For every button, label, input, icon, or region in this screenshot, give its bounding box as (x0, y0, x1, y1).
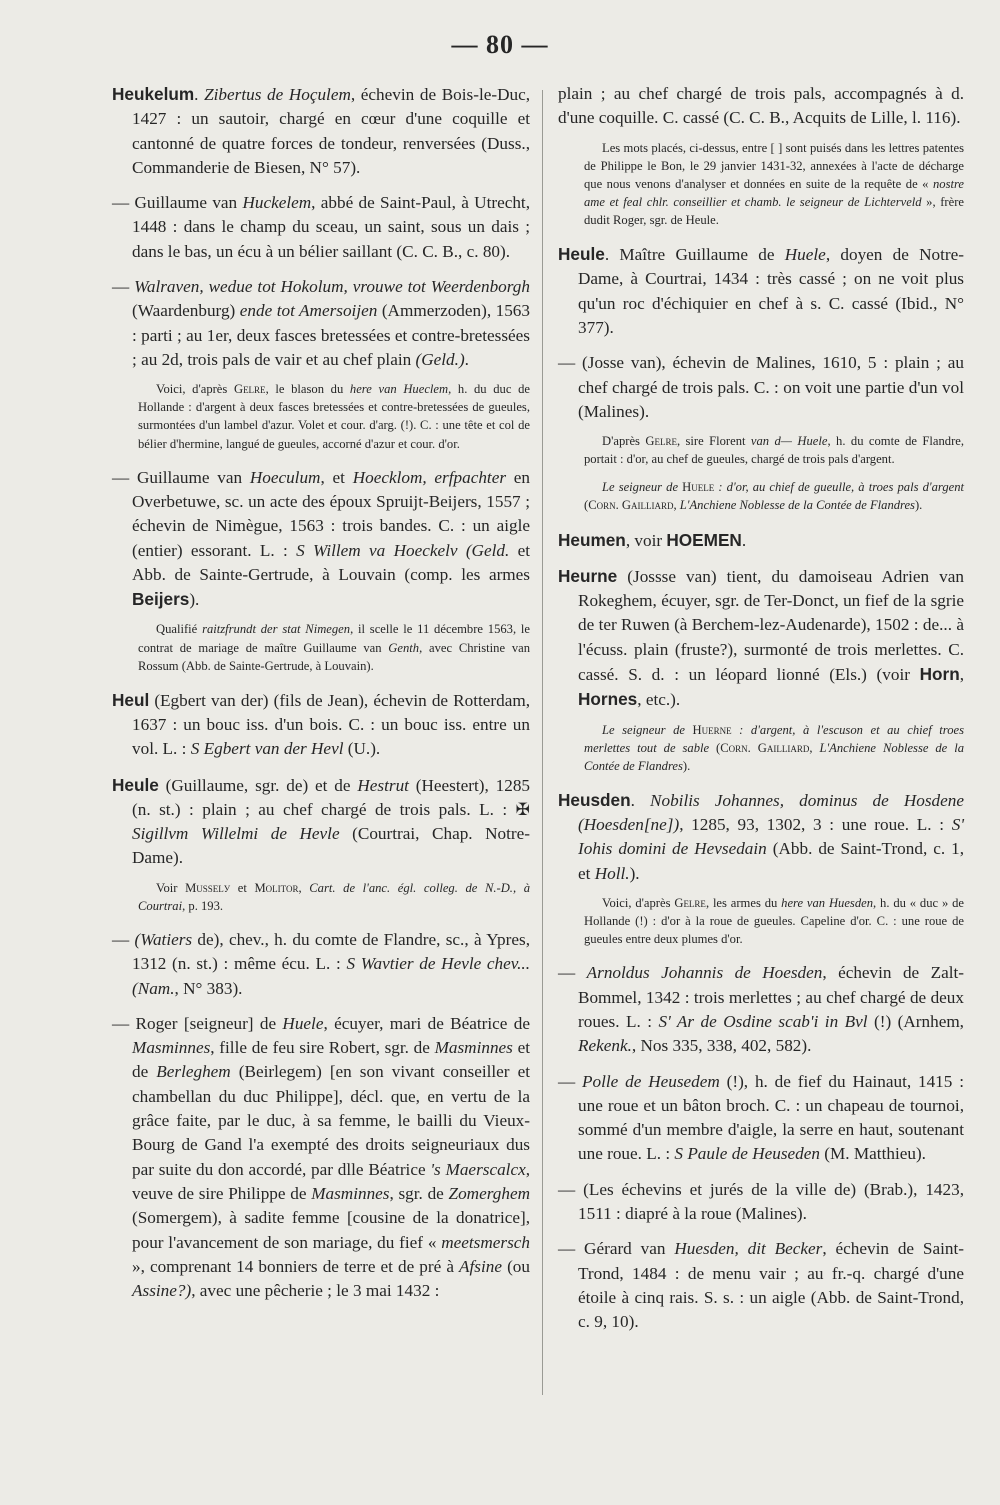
text-run: — Gérard van (558, 1239, 675, 1259)
footnote-paragraph (112, 879, 530, 915)
text-run: — (Les échevins et jurés de la ville de) (Brab.), 1423, 1511 : diapré à la roue (Malines). (558, 1179, 964, 1224)
headword: Heurne (558, 565, 618, 586)
cross-reference: Beijers (132, 589, 190, 610)
text-run: et (230, 880, 255, 895)
small-caps-text: Molitor (254, 880, 299, 895)
text-run: , (673, 498, 680, 513)
text-run: (!), h. de fief du Hainaut, 1415 : une roue et un bâton broch. C. : un chapeau de tournoi, sommé d'un membre d'aigle, la serre en haut, soutenant une roue. L. : (578, 1071, 964, 1164)
text-run: (Heestert), 1285 (n. st.) : plain ; au chef chargé de trois pals. L. : ✠ (132, 775, 531, 819)
text-run: (Waardenburg) (132, 301, 240, 321)
text-run: Voici, d'après (602, 896, 675, 911)
entry-paragraph (558, 1178, 964, 1227)
text-run: Voici, d'après (156, 382, 234, 397)
text-run: en Overbetuwe, sc. un acte des époux Spruijt-Beijers, 1557 ; échevin de Nimègue, 1563 : trois bandes. C. : un aigle (entier) essorant. L. : (132, 467, 530, 560)
entry-paragraph (558, 564, 964, 713)
text-run: , 1285, 93, 1302, 3 : une roue. L. : (679, 815, 952, 835)
page-number: — 80 — (451, 30, 549, 59)
text-run: , Nos 335, 338, 402, 582). (631, 1036, 812, 1056)
text-run: et de (132, 1038, 530, 1082)
entry-paragraph (558, 788, 964, 886)
entry-paragraph (558, 1070, 964, 1167)
italic-text: here van Huesden (781, 896, 874, 911)
text-run: (Ammerzoden), 1563 : parti ; au 1er, deux fasces bretessées et contre-bretessées ; au 2d, trois pals de vair et au chef plain (132, 301, 530, 369)
entry-paragraph (558, 1237, 964, 1334)
italic-text: S' Iohis domini de Hevsedain (578, 815, 964, 859)
text-run: , h. du « duc » de Hollande (!) : d'or à la roue de gueules. Capeline d'or. C. : une roue de gueules entre deux plumes d'or. (584, 896, 964, 947)
text-run: , h. du duc de Hollande : d'argent à deux fasces bretessées et contre-bretessées de gueules, surmontées d'un lambel d'azur. Volet et cour. d'arg. (!). C. : une tête et col de bélier d'hermine, langué de gueules, accorné d'azur et cour. d'or. (138, 382, 530, 451)
text-run: — (112, 277, 135, 297)
italic-text: Nobilis Johannes, dominus de Hosdene (Hoesden[ne]) (578, 790, 964, 835)
text-run: ). (914, 498, 923, 513)
italic-text: Masminnes (132, 1038, 211, 1058)
text-run: . (741, 530, 747, 550)
footnote-paragraph (558, 894, 964, 948)
entry-paragraph (558, 351, 964, 424)
text-run: ). (189, 590, 200, 610)
entry-paragraph (558, 242, 964, 340)
text-run: (!) (Arnhem, (867, 1011, 964, 1031)
entry-paragraph (558, 961, 964, 1058)
text-run: ). (682, 758, 691, 773)
text-run: , N° 383). (174, 978, 243, 998)
italic-text: S Egbert van der Hevl (190, 739, 344, 759)
italic-text: L'Anchiene Noblesse de la Contée de Flandres (679, 498, 915, 513)
text-run: Voir (156, 880, 186, 895)
text-run: , sgr. de (389, 1183, 449, 1203)
text-run: ( (709, 740, 721, 755)
text-run: plain ; au chef chargé de trois pals, accompagnés à d. d'une coquille. C. cassé (C. C. B., Acquits de Lille, l. 116). (558, 84, 964, 128)
small-caps-text: Corn. Gailliard (588, 498, 674, 513)
italic-text: Le seigneur de (602, 722, 693, 737)
italic-text: (Geld.) (415, 349, 465, 369)
italic-text: meetsmersch (441, 1232, 530, 1252)
entry-paragraph (112, 82, 530, 180)
text-run: , (959, 665, 964, 684)
text-run: . (194, 85, 205, 104)
footnote-paragraph (558, 478, 964, 514)
footnote-paragraph (558, 139, 964, 229)
text-run: — (558, 1071, 583, 1091)
italic-text: Arnoldus Johannis de Hoesden (586, 963, 823, 983)
footnote-paragraph (112, 380, 530, 452)
text-run: (ou (502, 1256, 530, 1276)
text-run: , voir (625, 530, 667, 550)
entry-paragraph (558, 82, 964, 131)
text-run: — (Josse van), échevin de Malines, 1610, 5 : plain ; au chef chargé de trois pals. C. : on voit une partie d'un vol (Malines). (558, 353, 964, 421)
italic-text: Masminnes (434, 1038, 513, 1058)
text-run: , fille de feu sire Robert, sgr. de (210, 1038, 435, 1058)
text-run: , avec Christine van Rossum (Abb. de Sainte-Gertrude, à Louvain). (138, 640, 530, 673)
small-caps-text: Gelre (674, 896, 706, 911)
italic-text: Hestrut (357, 775, 409, 795)
entry-paragraph (112, 1012, 530, 1304)
italic-text: Holl. (594, 863, 630, 883)
text-run: . (630, 790, 651, 810)
text-run: , avec une pêcherie ; le 3 mai 1432 : (191, 1281, 440, 1301)
entry-paragraph (112, 191, 530, 264)
text-run: D'après (602, 434, 646, 449)
italic-text: Walraven, wedue tot Hokolum, vrouwe tot Weerdenborgh (134, 277, 530, 297)
entry-paragraph (112, 466, 530, 613)
entry-paragraph (112, 688, 530, 762)
text-run: , abbé de Saint-Paul, à Utrecht, 1448 : dans le champ du sceau, un saint, sous un dais ; dans le bas, un écu à un bélier saillant (C. C. B., c. 80). (132, 193, 530, 261)
text-run: — (558, 963, 587, 983)
cross-reference: HOEMEN (666, 529, 742, 550)
text-run: (Somergem), à sadite femme [cousine de la donatrice], pour l'avancement de son mariage, du fief « (132, 1208, 530, 1252)
text-run: , échevin de Saint-Trond, 1484 : de menu vair ; au fr.-q. chargé d'une étoile à cinq rais. S. s. : un aigle (Abb. de Saint-Trond, c. 9, 10). (578, 1239, 964, 1332)
italic-text: S Wavtier de Hevle chev... (Nam. (132, 954, 531, 998)
text-run: , etc.). (637, 690, 681, 710)
text-run: , échevin de Zalt-Bommel, 1342 : trois merlettes ; au chef chargé de deux roues. L. : (578, 963, 965, 1031)
text-run: , et (320, 467, 353, 487)
text-run: , h. du comte de Flandre, portait : d'or, au chef de gueules, chargé de trois pals d'argent. (584, 434, 964, 467)
headword: Heukelum (112, 84, 195, 104)
italic-text: Huckelem (242, 193, 312, 213)
text-run: (Abb. de Saint-Trond, c. 1, et (578, 839, 964, 883)
text-run: (U.). (343, 739, 381, 759)
italic-text: van d— Huele (750, 434, 828, 449)
small-caps-text: Gelre (645, 434, 677, 449)
italic-text: 's Maerscalcx (430, 1159, 526, 1179)
footnote-paragraph (558, 432, 964, 468)
italic-text: raitzfrundt der stat Nimegen (202, 622, 351, 637)
italic-text: Assine?) (132, 1281, 192, 1301)
text-run: — Roger [seigneur] de (112, 1013, 283, 1033)
text-run: », comprenant 14 bonniers de terre et de pré à (132, 1256, 460, 1276)
italic-text: Le seigneur de (602, 480, 683, 495)
italic-text: Cart. de l'anc. égl. colleg. de N.-D., à Courtrai (138, 880, 531, 913)
small-caps-text: Musselу (185, 880, 231, 895)
text-run: de), chev., h. du comte de Flandre, sc., à Ypres, 1312 (n. st.) : même écu. L. : (132, 929, 530, 974)
right-column (558, 82, 964, 1346)
text-run: ). (629, 863, 640, 883)
italic-text: L'Anchiene Noblesse de la Contée de Flandres (584, 740, 965, 773)
text-run: (Beirlegem) [en son vivant conseiller et chambellan du duc Philippe], décl. que, en vertu de la grâce faite, par le duc, à sa femme, le bailli du Vieux-Bourg de Gand l'a exempté des droits seigneuriaux dus par suite du don accordé, par dlle Béatrice (132, 1062, 530, 1179)
text-run: (Jossse van) tient, du damoiseau Adrien van Rokeghem, écuyer, sgr. de Ter-Donct, un fief de la sgrie de ter Ruwen (à Berchem-lez-Audenarde), 1502 : de... à l'écuss. plain (fruste?), surmonté de trois merlettes. C. cassé. S. d. : un léopard lionné (Els.) (voir (578, 566, 964, 684)
text-run: , veuve de sire Philippe de (132, 1159, 530, 1203)
italic-text: : d'or, au chief de gueulle, à troes pals d'argent (714, 480, 965, 495)
entry-paragraph (112, 928, 530, 1001)
text-run: », frère dudit Roger, sgr. de Heule. (584, 194, 964, 227)
italic-text: S Paule de Heuseden (674, 1144, 820, 1164)
small-caps-text: Huerne (692, 722, 732, 737)
italic-text: Genth (388, 640, 420, 655)
cross-reference: Hornes (578, 689, 638, 710)
entry-paragraph (112, 275, 530, 372)
headword: Heumen (558, 529, 626, 550)
text-run: , doyen de Notre-Dame, à Courtrai, 1434 : très cassé ; on ne voit plus qu'un roc d'échiquier en chef à s. C. cassé (Ibid., N° 377). (578, 245, 964, 337)
small-caps-text: Huele (682, 480, 715, 495)
italic-text: Huele (282, 1013, 324, 1033)
left-column (112, 82, 530, 1314)
text-run: . Maître Guillaume de (604, 245, 785, 265)
italic-text: : d'argent, à l'escuson et au chief troes merlettes tout de sable (584, 722, 965, 755)
text-run: , écuyer, mari de Béatrice de (323, 1013, 530, 1033)
italic-text: Masminnes (311, 1183, 390, 1203)
column-divider (542, 90, 543, 1395)
text-run: ( (584, 498, 589, 513)
italic-text: (Watiers (134, 929, 193, 949)
text-run: , sire Florent (676, 434, 751, 449)
headword: Heul (112, 689, 150, 710)
text-run: Les mots placés, ci-dessus, entre [ ] sont puisés dans les lettres patentes de Philippe le Bon, le 29 janvier 1431-32, annexées à l'acte de décharge que nous venons d'analyser et données en suite de la requête de « (584, 140, 964, 191)
italic-text: Zibertus de Hoçulem (204, 85, 351, 104)
text-run: (Guillaume, sgr. de) et de (158, 775, 358, 795)
small-caps-text: Corn. Gailliard (720, 740, 810, 755)
text-run: , le blason du (265, 382, 350, 397)
text-run: , (298, 880, 310, 895)
italic-text: ende tot Amersoijen (239, 301, 378, 321)
footnote-paragraph (112, 620, 530, 674)
text-run: . (464, 349, 469, 369)
headword: Heule (112, 774, 159, 795)
italic-text: Hoeculum (249, 467, 321, 487)
entry-paragraph (558, 528, 964, 553)
text-run: , il scelle le 11 décembre 1563, le contrat de mariage de maître Guillaume van (138, 622, 530, 655)
text-run: , les armes du (705, 896, 782, 911)
text-run: — Guillaume van (112, 467, 250, 487)
italic-text: Hoecklom, erfpachter (352, 467, 507, 487)
text-run: et Abb. de Sainte-Gertrude, à Louvain (comp. les armes (132, 540, 531, 584)
text-run: , échevin de Bois-le-Duc, 1427 : un sautoir, chargé en cœur d'une coquille et cantonné de quatre forces de tondeur, renversées (Duss., Commanderie de Biesen, N° 57). (132, 85, 531, 177)
italic-text: S' Ar de Osdine scab'i in Bvl (658, 1011, 868, 1031)
italic-text: Huele (784, 245, 826, 265)
text-run: , p. 193. (182, 898, 224, 913)
headword: Heule (558, 244, 605, 265)
italic-text: nostre ame et feal chlr. conseillier et chamb. le seigneur de Lichterveld (584, 176, 964, 209)
italic-text: Zomerghem (448, 1183, 530, 1203)
small-caps-text: Gelre (233, 382, 266, 397)
entry-paragraph (112, 773, 530, 871)
italic-text: here van Hueclem (349, 382, 449, 397)
italic-text: Berleghem (156, 1062, 231, 1082)
italic-text: Polle de Heusedem (582, 1071, 720, 1091)
italic-text: Sigillvm Willelmi de Hevle (132, 824, 340, 844)
cross-reference: Horn (919, 664, 960, 684)
italic-text: Afsine (459, 1256, 502, 1276)
text-run: (Egbert van der) (fils de Jean), échevin de Rotterdam, 1637 : un bouc iss. d'un bois. C. : un bouc iss. entre un vol. L. : (132, 690, 530, 759)
text-run: (M. Matthieu). (820, 1144, 926, 1164)
text-run: — (112, 929, 135, 949)
text-run: Qualifié (156, 622, 203, 637)
text-run: — Guillaume van (112, 193, 243, 213)
footnote-paragraph (558, 721, 964, 775)
headword: Heusden (558, 789, 631, 810)
text-run: , (809, 740, 820, 755)
italic-text: Huesden, dit Becker (674, 1239, 823, 1259)
text-run: (Courtrai, Chap. Notre-Dame). (132, 824, 530, 868)
italic-text: S Willem va Hoeckelv (Geld. (296, 540, 510, 560)
italic-text: Rekenk. (578, 1036, 632, 1056)
